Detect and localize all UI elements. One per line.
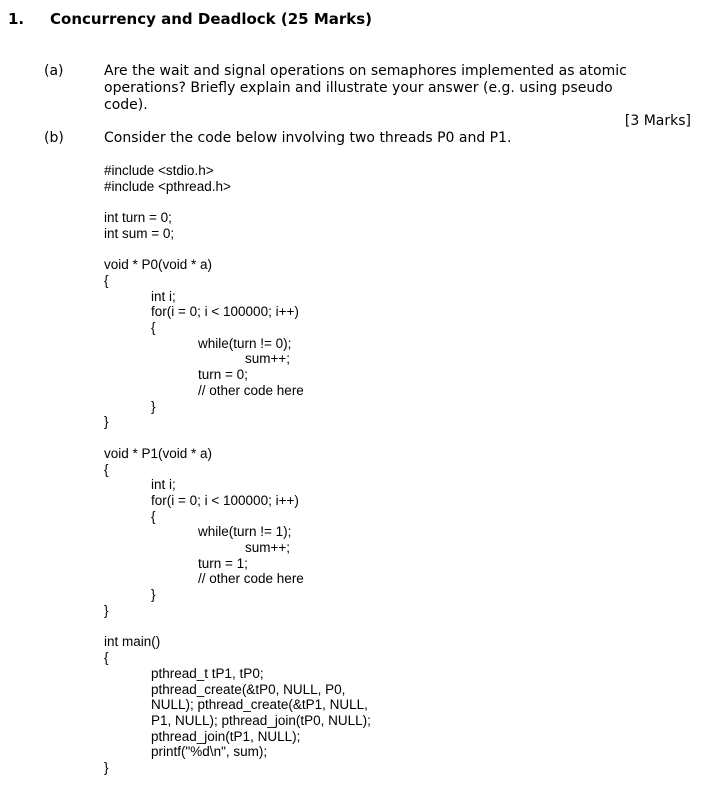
part-a-label: (a) (44, 63, 64, 79)
code-main-line-3: NULL); pthread_create(&tP1, NULL, (151, 697, 368, 712)
code-p0-decl: int i; (151, 289, 176, 304)
code-p0-open-brace: { (104, 273, 109, 288)
question-title: Concurrency and Deadlock (25 Marks) (50, 10, 373, 28)
code-p1-open-brace: { (104, 462, 109, 477)
code-main-signature: int main() (104, 634, 161, 649)
part-a-line-1: Are the wait and signal operations on semaphores implemented as atomic (104, 63, 627, 79)
code-p1-comment: // other code here (198, 571, 304, 586)
code-p1-signature: void * P1(void * a) (104, 446, 213, 461)
part-a-marks: [3 Marks] (624, 113, 691, 129)
code-p0-loop: for(i = 0; i < 100000; i++) (151, 304, 299, 319)
code-main-line-4: P1, NULL); pthread_join(tP0, NULL); (151, 713, 371, 728)
code-main-line-2: pthread_create(&tP0, NULL, P0, (151, 682, 346, 697)
code-p0-loop-open: { (151, 320, 156, 335)
code-main-line-1: pthread_t tP1, tP0; (151, 666, 264, 681)
code-p1-loop: for(i = 0; i < 100000; i++) (151, 493, 299, 508)
code-include-pthread: #include <pthread.h> (104, 179, 231, 194)
code-p0-while: while(turn != 0); (198, 336, 292, 351)
code-main-open-brace: { (104, 650, 109, 665)
code-p1-loop-close: } (151, 587, 156, 602)
code-p0-inc: sum++; (245, 351, 291, 366)
code-p1-decl: int i; (151, 477, 176, 492)
code-p1-loop-open: { (151, 509, 156, 524)
part-b-intro: Consider the code below involving two threads P0 and P1. (104, 130, 512, 146)
code-include-stdio: #include <stdio.h> (104, 163, 214, 178)
part-b-label: (b) (44, 130, 64, 146)
code-p0-signature: void * P0(void * a) (104, 257, 213, 272)
code-main-line-5: pthread_join(tP1, NULL); (151, 729, 301, 744)
code-p0-comment: // other code here (198, 383, 304, 398)
code-p1-assign: turn = 1; (198, 556, 248, 571)
code-p0-close-brace: } (104, 414, 109, 429)
code-global-turn: int turn = 0; (104, 210, 172, 225)
code-p0-assign: turn = 0; (198, 367, 248, 382)
code-global-sum: int sum = 0; (104, 226, 175, 241)
code-main-line-6: printf("%d\n", sum); (151, 744, 268, 759)
code-p1-close-brace: } (104, 603, 109, 618)
part-a-line-2: operations? Briefly explain and illustrate your answer (e.g. using pseudo (104, 80, 613, 96)
code-main-close-brace: } (104, 760, 109, 775)
code-p1-inc: sum++; (245, 540, 291, 555)
code-p1-while: while(turn != 1); (198, 524, 292, 539)
code-p0-loop-close: } (151, 399, 156, 414)
question-number: 1. (8, 10, 25, 28)
part-a-line-3: code). (104, 97, 148, 113)
